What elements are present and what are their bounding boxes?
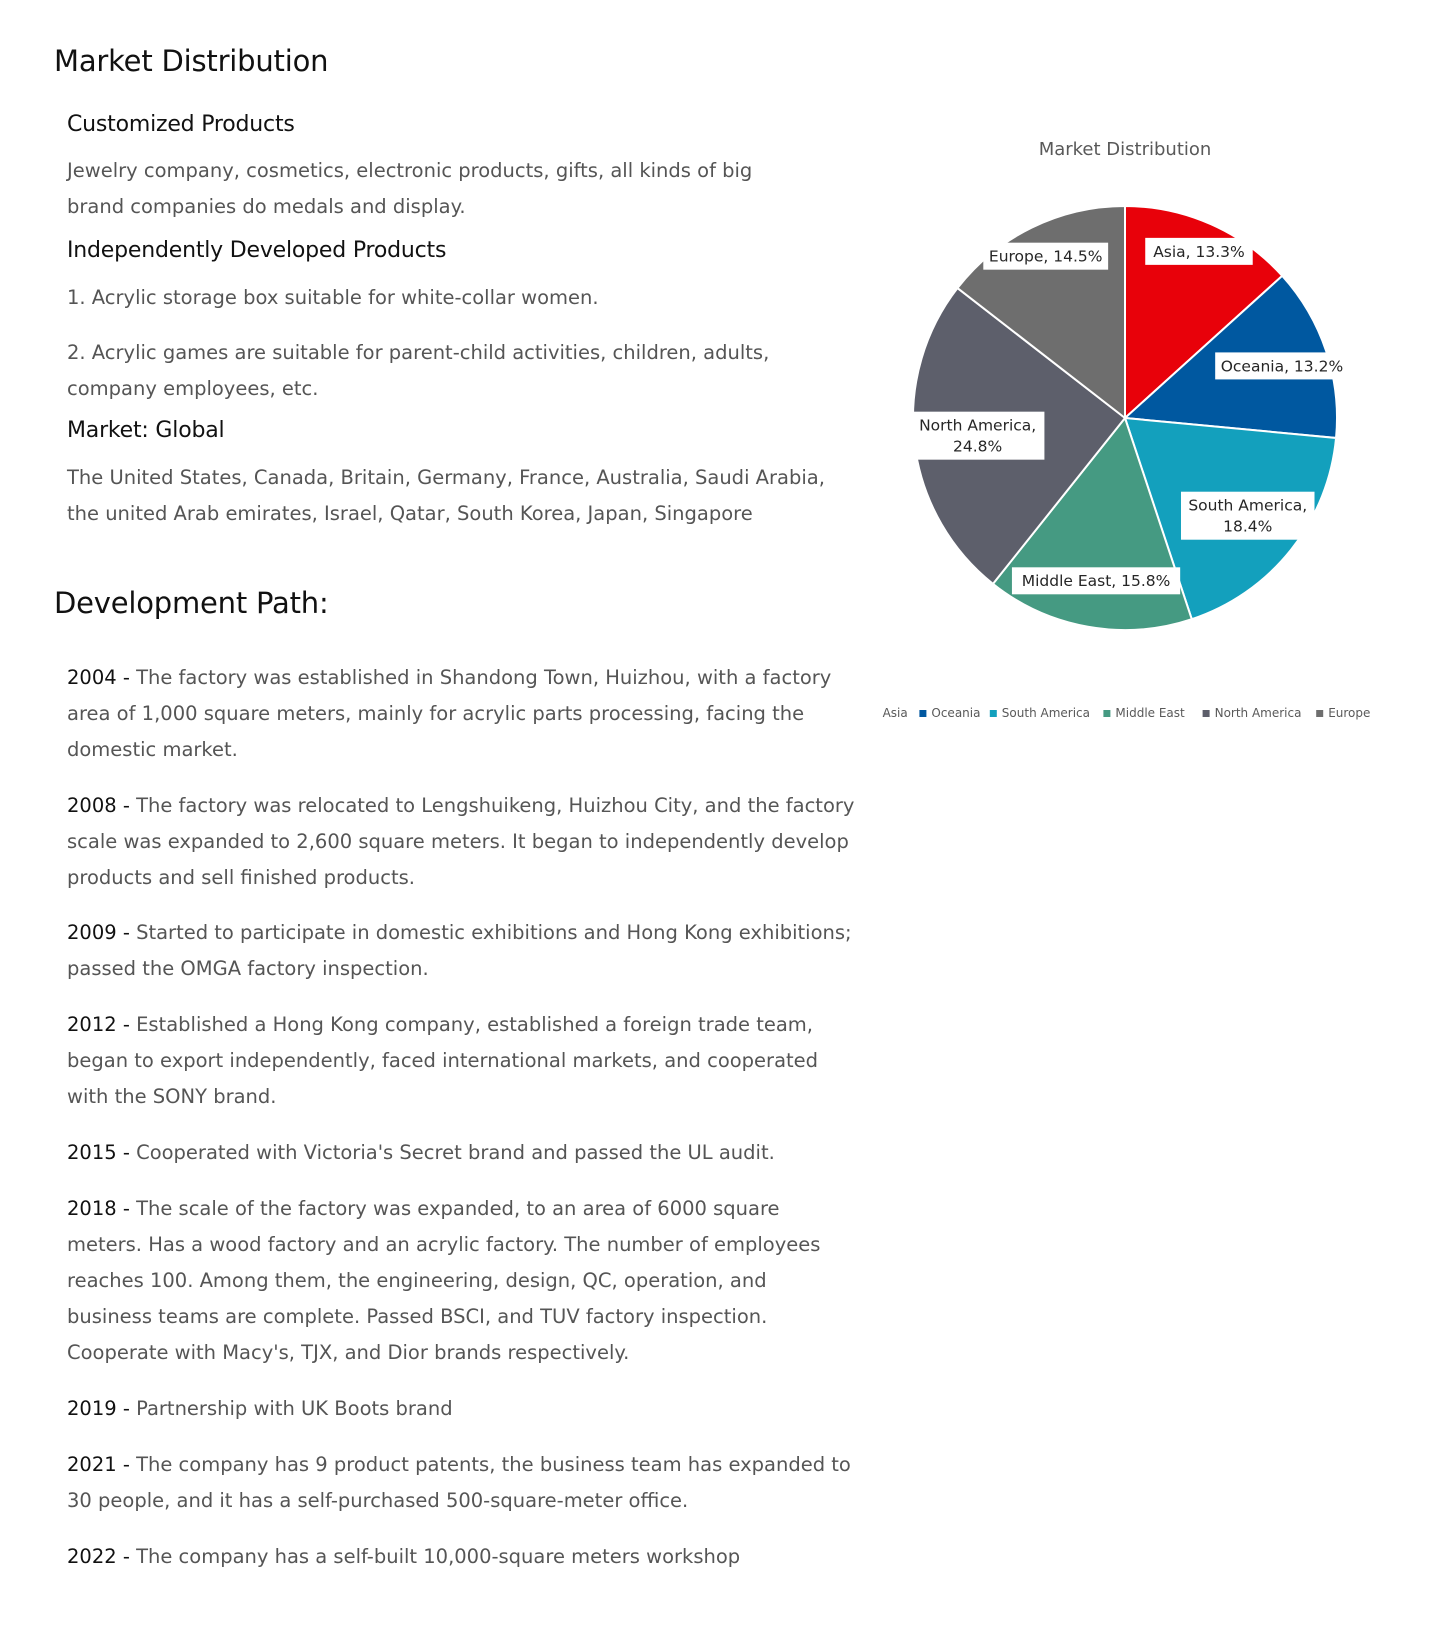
- data-label-asia: [1145, 238, 1252, 265]
- data-label-middle-east: [1012, 567, 1180, 594]
- data-label-text: South America,: [1188, 496, 1308, 515]
- timeline-text: Started to participate in domestic exhibitions and Hong Kong exhibitions; passed the OMGA factory inspection.: [67, 921, 852, 980]
- timeline-text: The factory was relocated to Lengshuikeng, Huizhou City, and the factory scale was expanded to 2,600 square meters. It began to independently develop products and sell finished products.: [67, 794, 855, 889]
- timeline-text: Cooperated with Victoria's Secret brand and passed the UL audit.: [136, 1141, 775, 1164]
- timeline-text: The company has 9 product patents, the business team has expanded to 30 people, and it has a self-purchased 500-square-meter office.: [67, 1453, 851, 1512]
- chart-legend: [880, 706, 1370, 720]
- timeline-entry: [67, 788, 857, 896]
- legend-swatch: [1203, 710, 1210, 717]
- independent-products-title: Independently Developed Products: [67, 238, 447, 263]
- timeline-year: 2012 -: [67, 1013, 130, 1036]
- legend-label: South America: [1001, 706, 1091, 720]
- timeline-entry: [67, 1447, 857, 1519]
- timeline-entry: [67, 1007, 857, 1115]
- pie-chart-svg: [880, 115, 1380, 755]
- timeline-year: 2015 -: [67, 1141, 130, 1164]
- data-label-text: Middle East, 15.8%: [1021, 572, 1171, 591]
- legend-label: Europe: [1328, 706, 1371, 720]
- legend-item-middle-east: [1103, 706, 1185, 720]
- timeline-entry: [67, 660, 857, 768]
- timeline-year: 2021 -: [67, 1453, 130, 1476]
- legend-item-north-america: [1203, 706, 1302, 720]
- timeline-year: 2019 -: [67, 1397, 130, 1420]
- data-label-north-america: [911, 412, 1045, 460]
- legend-item-asia: [880, 706, 908, 720]
- legend-swatch: [1103, 710, 1110, 717]
- legend-swatch: [919, 710, 926, 717]
- timeline-text: The factory was established in Shandong Town, Huizhou, with a factory area of 1,000 square meters, mainly for acrylic parts processing, facing the domestic market.: [67, 666, 832, 761]
- data-label-europe: [983, 243, 1108, 270]
- legend-item-europe: [1316, 706, 1370, 720]
- independent-item-2: 2. Acrylic games are suitable for parent-child activities, children, adults, company employees, etc.: [67, 341, 770, 400]
- timeline-text: Partnership with UK Boots brand: [136, 1397, 453, 1420]
- legend-label: North America: [1214, 706, 1302, 720]
- data-label-text: Asia, 13.3%: [1153, 242, 1245, 261]
- timeline-year: 2022 -: [67, 1545, 130, 1568]
- data-label-oceania: [1215, 352, 1349, 379]
- market-global-title: Market: Global: [67, 418, 225, 443]
- timeline-year: 2008 -: [67, 794, 130, 817]
- development-path-heading: Development Path:: [54, 586, 329, 620]
- legend-label: Middle East: [1115, 706, 1185, 720]
- independent-item-1: 1. Acrylic storage box suitable for white-collar women.: [67, 286, 599, 309]
- legend-label: Oceania: [931, 706, 981, 720]
- data-label-text: Europe, 14.5%: [988, 247, 1103, 266]
- data-label-text: 24.8%: [953, 437, 1003, 456]
- legend-item-oceania: [919, 706, 980, 720]
- timeline-text: The company has a self-built 10,000-square meters workshop: [136, 1545, 741, 1568]
- data-label-south-america: [1181, 492, 1315, 540]
- data-label-text: 18.4%: [1223, 517, 1273, 536]
- timeline-text: The scale of the factory was expanded, to an area of 6000 square meters. Has a wood factory and an acrylic factory. The number of employees reaches 100. Among them, the engineering, design, QC, operation, and business teams are complete. Passed BSCI, and TUV factory inspection. Cooperate with Macy's, TJX, and Dior brands respectively.: [67, 1197, 821, 1364]
- timeline-text: Established a Hong Kong company, established a foreign trade team, began to export independently, faced international markets, and cooperated with the SONY brand.: [67, 1013, 819, 1108]
- timeline-year: 2009 -: [67, 921, 130, 944]
- market-distribution-heading: Market Distribution: [54, 44, 329, 78]
- timeline-entry: [67, 1191, 857, 1371]
- timeline-entry: [67, 915, 857, 987]
- timeline-entry: [67, 1539, 857, 1575]
- data-label-text: Oceania, 13.2%: [1220, 357, 1344, 376]
- chart-title: Market Distribution: [1038, 139, 1212, 160]
- timeline-year: 2004 -: [67, 666, 130, 689]
- timeline-entry: [67, 1135, 857, 1171]
- timeline-entry: [67, 1391, 857, 1427]
- legend-swatch: [1316, 710, 1323, 717]
- timeline-year: 2018 -: [67, 1197, 130, 1220]
- customized-products-text: Jewelry company, cosmetics, electronic products, gifts, all kinds of big brand companies do medals and display.: [67, 159, 753, 218]
- legend-item-south-america: [990, 706, 1090, 720]
- data-label-text: North America,: [919, 416, 1037, 435]
- customized-products-title: Customized Products: [67, 112, 295, 137]
- market-distribution-chart: [880, 115, 1380, 755]
- market-global-text: The United States, Canada, Britain, Germany, France, Australia, Saudi Arabia, the united Arab emirates, Israel, Qatar, South Korea, Japan, Singapore: [67, 466, 825, 525]
- legend-swatch: [990, 710, 997, 717]
- legend-label: Asia: [882, 706, 908, 720]
